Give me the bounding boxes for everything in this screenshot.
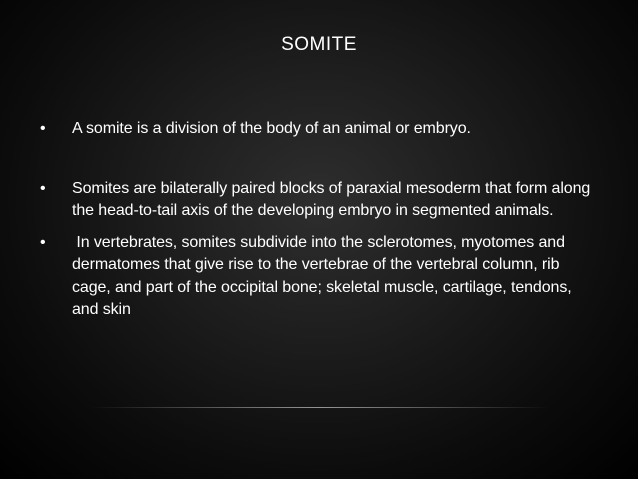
bullet-item [40, 118, 600, 141]
bullet-item [40, 178, 600, 223]
bullet-marker: • [40, 233, 46, 251]
slide-title: SOMITE [281, 34, 357, 55]
bullet-text: Somites are bilaterally paired blocks of paraxial mesoderm that form along the head-to-tail axis of the developing embryo in segmented animals. [72, 179, 591, 219]
bullet-item [40, 232, 600, 322]
bullet-marker: • [40, 120, 46, 137]
bullet-list [40, 118, 600, 322]
bullet-marker: • [40, 179, 46, 197]
decorative-divider [90, 407, 550, 408]
bullet-text: A somite is a division of the body of an animal or embryo. [72, 120, 471, 137]
bullet-text: In vertebrates, somites subdivide into the sclerotomes, myotomes and dermatomes that give rise to the vertebrae of the vertebral column, rib cage, and part of the occipital bone; skeletal muscle, cartilage, tendons, and skin [72, 233, 576, 318]
